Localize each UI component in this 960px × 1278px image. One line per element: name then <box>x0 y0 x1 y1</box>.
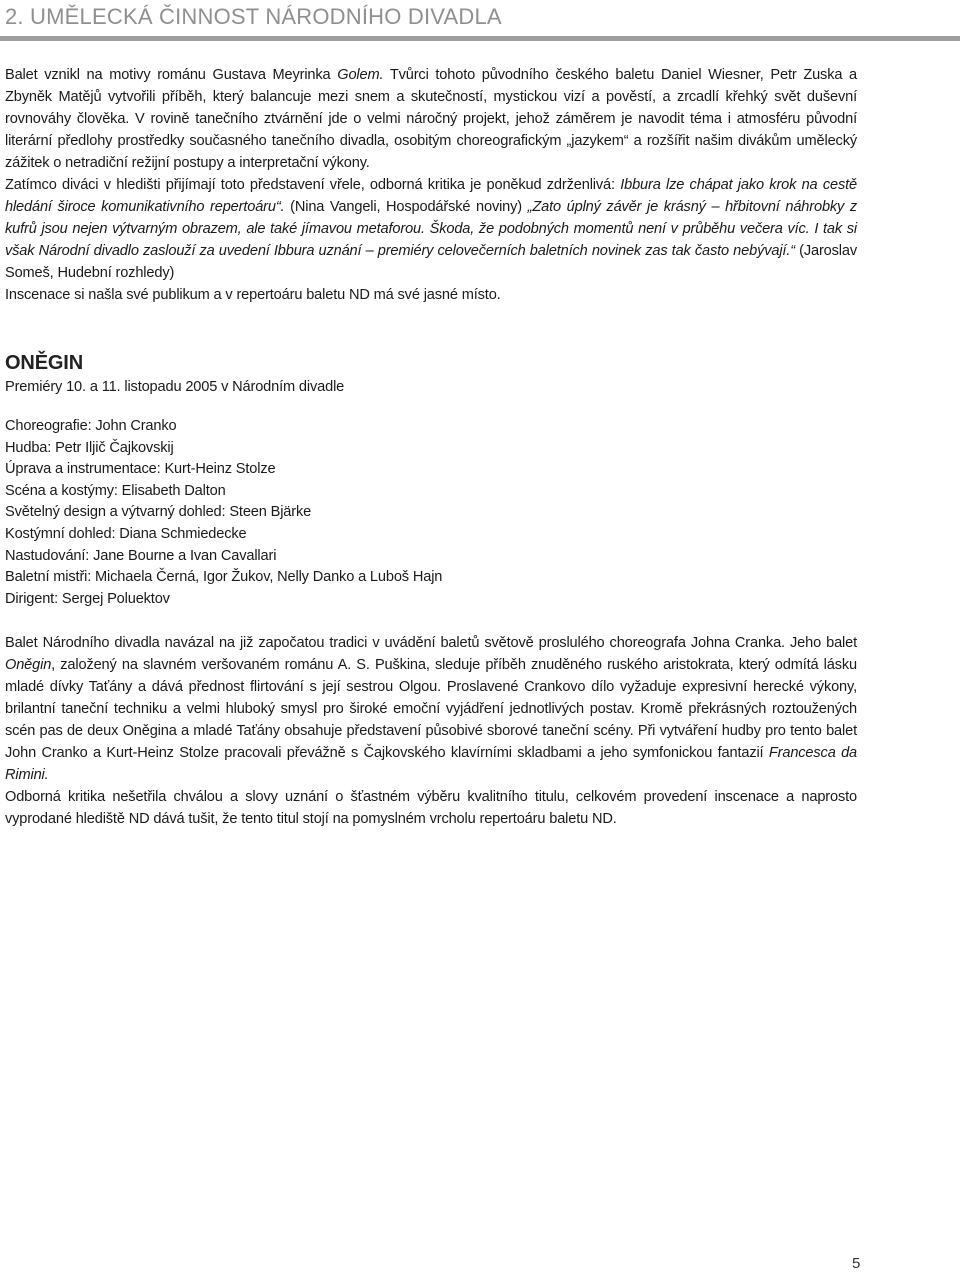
work-title-golem: Golem. <box>337 67 384 83</box>
critic-quote-1: Ibbura lze chápat jako krok na cestě hledání široce komunikativního repertoáru“. <box>5 177 857 215</box>
onegin-paragraph-2: Odborná kritika nešetřila chválou a slovy uznání o šťastném výběru kvalitního titulu, celkovém provedení inscenace a naprosto vyprodané hlediště ND dává tušit, že tento titul stojí na pomyslném vrcholu repertoáru baletu ND. <box>5 789 857 828</box>
credit-line: Hudba: Petr Iljič Čajkovskij <box>5 439 174 456</box>
work-title-francesca: Francesca da Rimini. <box>5 745 857 784</box>
credit-line: Dirigent: Sergej Poluektov <box>5 590 170 607</box>
credit-line: Nastudování: Jane Bourne a Ivan Cavallari <box>5 547 277 564</box>
credit-line: Úprava a instrumentace: Kurt-Heinz Stolze <box>5 461 276 478</box>
page-number: 5 <box>852 1255 861 1272</box>
section-header <box>0 0 960 40</box>
credit-line: Scéna a kostýmy: Elisabeth Dalton <box>5 482 226 499</box>
credit-line: Baletní mistři: Michaela Černá, Igor Žukov, Nelly Danko a Luboš Hajn <box>5 569 443 586</box>
section-title: 2. UMĚLECKÁ ČINNOST NÁRODNÍHO DIVADLA <box>5 4 502 29</box>
ibbur-paragraph-3: Inscenace si našla své publikum a v repertoáru baletu ND má své jasné místo. <box>5 287 501 303</box>
critic-quote-2: „Zato úplný závěr je krásný – hřbitovní náhrobky z kufrů jsou nejen výtvarným obrazem, ale také jímavou metaforou. Škoda, že podobných momentů není v průběhu večera víc. I tak si však Národní divadlo zaslouží za uvedení Ibbura uznání – premiéry celovečerních baletních novinek zas tak často nebývají.“ <box>5 199 858 259</box>
show-title: ONĚGIN <box>5 352 83 374</box>
premiere-line: Premiéry 10. a 11. listopadu 2005 v Národním divadle <box>5 379 345 395</box>
document-body <box>5 64 857 830</box>
header-divider <box>0 36 960 41</box>
ibbur-paragraph-1: Balet vznikl na motivy románu Gustava Meyrinka Golem. Tvůrci tohoto původního českého baletu Daniel Wiesner, Petr Zuska a Zbyněk Matějů vytvořili příběh, který balancuje mezi snem a skutečností, mystickou vizí a pověstí, a zrcadlí křehký svět duševní rovnováhy člověka. V rovině tanečního ztvárnění jde o velmi náročný projekt, jehož záměrem je navodit téma i atmosféru původní literární předlohy prostředky současného tanečního divadla, osobitým choreografickým „jazykem“ a rozšířit našim divákům umělecký zážitek o netradiční režijní postupy a interpretační výkony. <box>5 67 857 171</box>
critic-source-1: (Nina Vangeli, Hospodářské noviny) <box>284 199 528 215</box>
work-title-onegin: Oněgin <box>5 657 52 674</box>
ibbur-paragraph-critics: Zatímco diváci v hledišti přijímají toto představení vřele, odborná kritika je poněkud zdrženlivá: Ibbura lze chápat jako krok na cestě hledání široce komunikativního repertoáru“. (Nina Vangeli, Hospodářské noviny) „Zato úplný závěr je krásný – hřbitovní náhrobky z kufrů jsou nejen výtvarným obrazem, ale také jímavou metaforou. Škoda, že podobných momentů není v průběhu večera víc. I tak si však Národní divadlo zaslouží za uvedení Ibbura uznání – premiéry celovečerních baletních novinek zas tak často nebývají.“ (Jaroslav Someš, Hudební rozhledy) <box>5 177 858 281</box>
credits-list <box>5 416 857 610</box>
credit-line: Světelný design a výtvarný dohled: Steen Bjärke <box>5 504 312 521</box>
critic-source-2: (Jaroslav Someš, Hudební rozhledy) <box>5 243 857 281</box>
credit-line: Kostýmní dohled: Diana Schmiedecke <box>5 525 247 542</box>
credit-line: Choreografie: John Cranko <box>5 418 177 434</box>
onegin-paragraph-1: Balet Národního divadla navázal na již započatou tradici v uvádění baletů světově proslulého choreografa Johna Cranka. Jeho balet Oněgin, založený na slavném veršovaném románu A. S. Puškina, sleduje příběh znuděného ruského aristokrata, který odmítá lásku mladé dívky Taťány a dává přednost flirtování s její sestrou Olgou. Proslavené Crankovo dílo vyžaduje expresivní herecké výkony, brilantní taneční techniku a velmi hluboký smysl pro široké emoční vyjádření jednotlivých postav. Kromě překrásných roztoužených scén pas de deux Oněgina a mladé Taťány obsahuje představení působivé sborové taneční scény. Při vytváření hudby pro tento balet John Cranko a Kurt-Heinz Stolze pracovali převážně s Čajkovského klavírními skladbami a jeho symfonickou fantazií Francesca da Rimini. <box>5 635 857 784</box>
